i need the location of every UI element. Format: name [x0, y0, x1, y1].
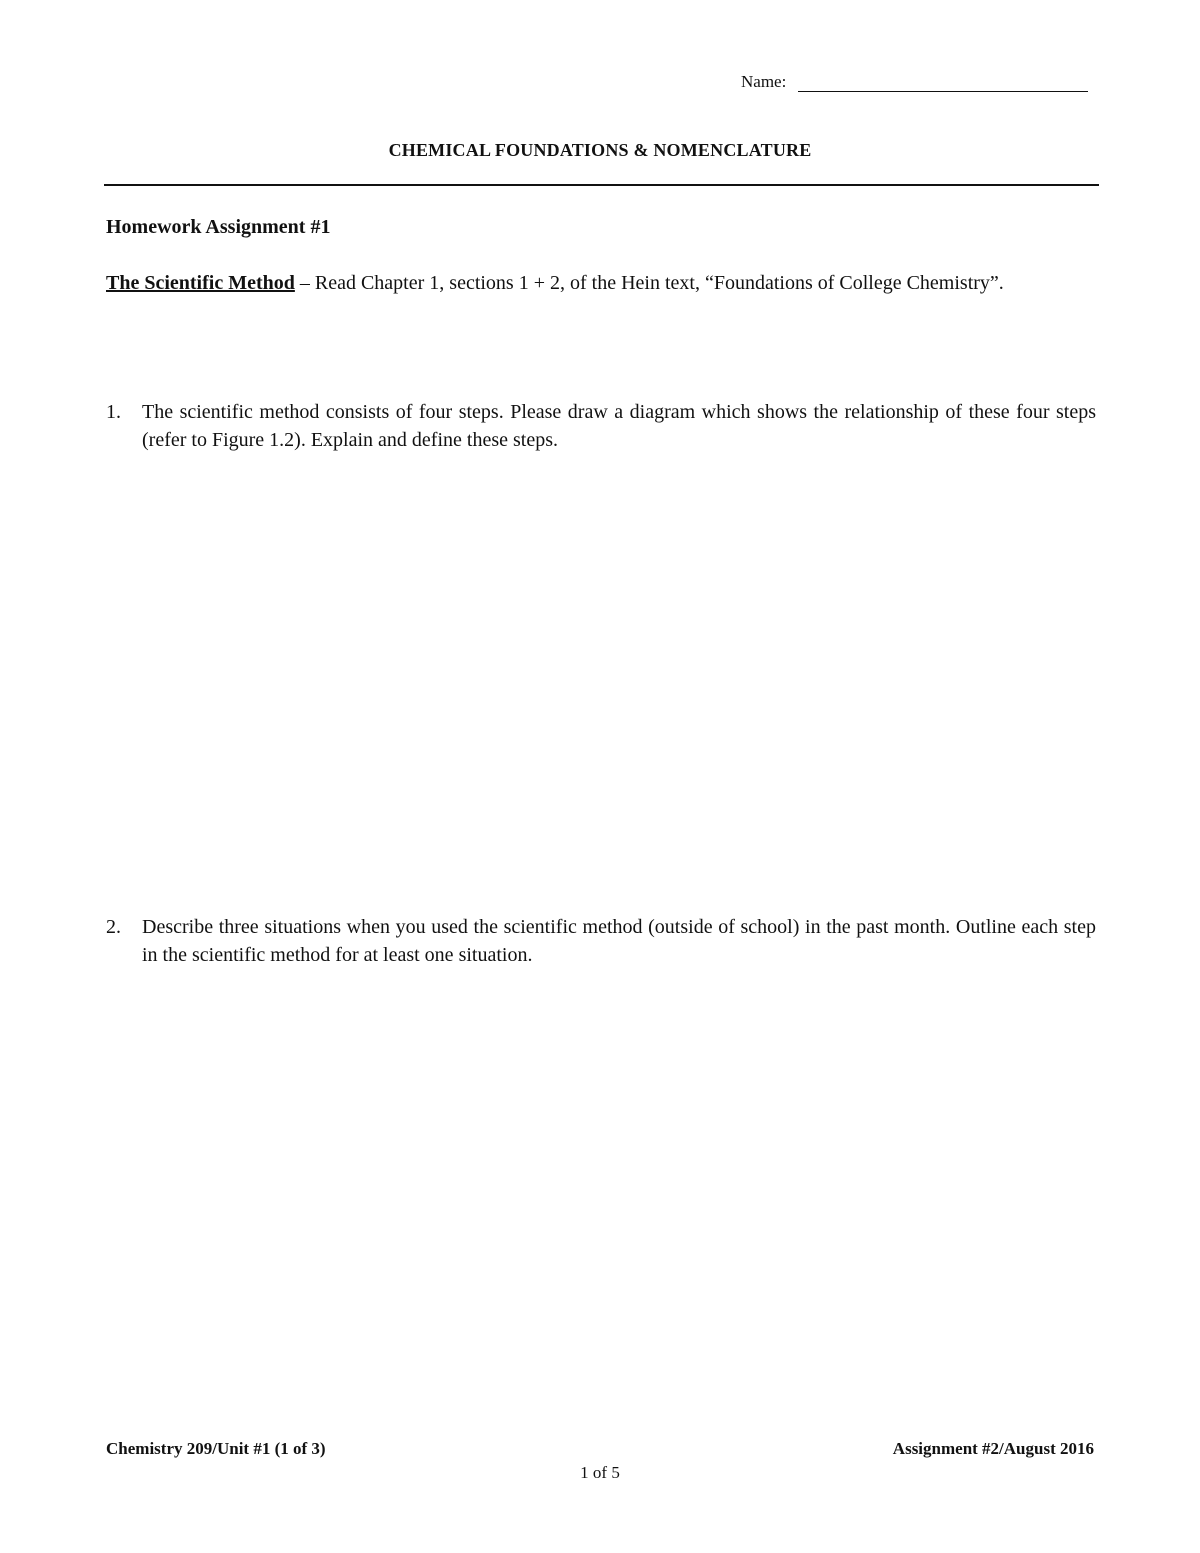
question-number: 1.: [106, 401, 121, 423]
footer-course-unit: Chemistry 209/Unit #1 (1 of 3): [106, 1439, 326, 1458]
question-1: [106, 398, 1096, 454]
assignment-intro-text: – Read Chapter 1, sections 1 + 2, of the Hein text, “Foundations of College Chemistry”.: [294, 272, 1004, 294]
footer-assignment-date: Assignment #2/August 2016: [892, 1439, 1094, 1458]
question-2: [106, 913, 1096, 969]
page-number: 1 of 5: [580, 1463, 620, 1482]
name-field-row: [741, 72, 1088, 92]
header-divider: [104, 184, 1099, 186]
assignment-intro: [106, 270, 1094, 297]
course-title: CHEMICAL FOUNDATIONS & NOMENCLATURE: [388, 140, 812, 160]
assignment-heading: Homework Assignment #1: [106, 216, 331, 238]
name-blank-line: [798, 73, 1088, 92]
name-label: Name:: [741, 72, 787, 91]
question-number: 2.: [106, 916, 121, 938]
question-text: Describe three situations when you used the scientific method (outside of school) in the past month. Outline each step in the scientific method for at least one situation.: [142, 916, 1096, 966]
question-text: The scientific method consists of four steps. Please draw a diagram which shows the relationship of these four steps (refer to Figure 1.2). Explain and define these steps.: [142, 401, 1096, 451]
assignment-topic: The Scientific Method: [106, 272, 295, 294]
